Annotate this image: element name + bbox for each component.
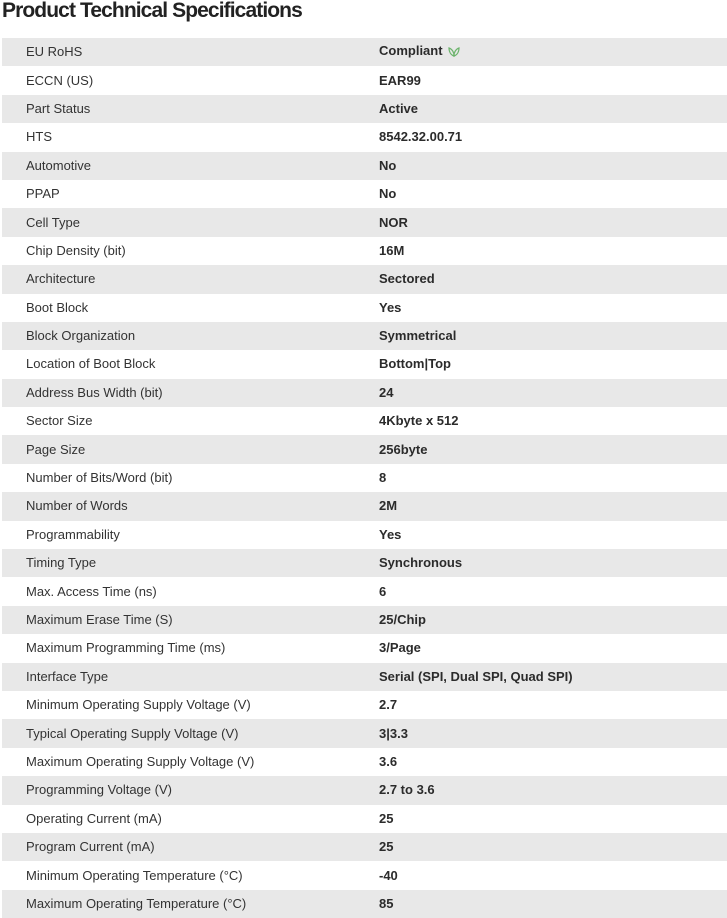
spec-label: Maximum Operating Supply Voltage (V) bbox=[26, 753, 255, 769]
spec-value: Serial (SPI, Dual SPI, Quad SPI) bbox=[379, 663, 727, 691]
specs-table bbox=[2, 38, 727, 918]
spec-row bbox=[2, 691, 727, 719]
spec-value: 6 bbox=[379, 583, 387, 599]
spec-value: 25/Chip bbox=[379, 606, 727, 634]
spec-label: Page Size bbox=[2, 435, 379, 463]
spec-label: Address Bus Width (bit) bbox=[2, 379, 379, 407]
spec-row bbox=[2, 123, 727, 151]
spec-value: No bbox=[379, 186, 397, 202]
spec-label: Number of Words bbox=[2, 492, 379, 520]
spec-row bbox=[2, 492, 727, 520]
spec-value: Active bbox=[379, 95, 727, 123]
spec-row bbox=[2, 606, 727, 634]
spec-row bbox=[2, 890, 727, 918]
spec-label: Programming Voltage (V) bbox=[2, 776, 379, 804]
spec-row bbox=[2, 180, 727, 208]
spec-row bbox=[2, 634, 727, 662]
spec-label: ECCN (US) bbox=[26, 72, 94, 88]
spec-value: NOR bbox=[379, 208, 727, 236]
spec-value: 8 bbox=[379, 470, 387, 486]
spec-label: Maximum Operating Temperature (°C) bbox=[2, 890, 379, 918]
spec-value: 2.7 to 3.6 bbox=[379, 776, 727, 804]
spec-value: Symmetrical bbox=[379, 322, 727, 350]
spec-label: Block Organization bbox=[2, 322, 379, 350]
spec-row bbox=[2, 833, 727, 861]
spec-value: 4Kbyte x 512 bbox=[379, 413, 459, 429]
spec-label: PPAP bbox=[26, 186, 60, 202]
spec-label: Timing Type bbox=[2, 549, 379, 577]
spec-row bbox=[2, 95, 727, 123]
spec-row bbox=[2, 265, 727, 293]
spec-value: 25 bbox=[379, 833, 727, 861]
spec-row bbox=[2, 152, 727, 180]
spec-row bbox=[2, 66, 727, 94]
spec-value: 8542.32.00.71 bbox=[379, 129, 463, 145]
spec-label: Location of Boot Block bbox=[26, 356, 156, 372]
spec-value: Compliant bbox=[379, 43, 443, 59]
spec-label: Maximum Programming Time (ms) bbox=[26, 640, 226, 656]
spec-row bbox=[2, 861, 727, 889]
spec-value: 3/Page bbox=[379, 640, 421, 656]
spec-value: Sectored bbox=[379, 265, 727, 293]
spec-value: -40 bbox=[379, 867, 398, 883]
spec-value: 2.7 bbox=[379, 697, 398, 713]
spec-row bbox=[2, 776, 727, 804]
spec-value: Bottom|Top bbox=[379, 356, 451, 372]
spec-value: 85 bbox=[379, 890, 727, 918]
leaf-icon bbox=[448, 45, 460, 61]
spec-row bbox=[2, 208, 727, 236]
spec-value: 3.6 bbox=[379, 753, 398, 769]
spec-label: Interface Type bbox=[2, 663, 379, 691]
spec-label: HTS bbox=[26, 129, 52, 145]
spec-label: Number of Bits/Word (bit) bbox=[26, 470, 173, 486]
spec-row bbox=[2, 407, 727, 435]
spec-label: Automotive bbox=[2, 152, 379, 180]
spec-value: 256byte bbox=[379, 435, 727, 463]
spec-row bbox=[2, 521, 727, 549]
spec-value: Yes bbox=[379, 299, 402, 315]
spec-label: Minimum Operating Temperature (°C) bbox=[26, 867, 243, 883]
spec-row bbox=[2, 237, 727, 265]
page-title: Product Technical Specifications bbox=[2, 0, 302, 22]
spec-row bbox=[2, 464, 727, 492]
spec-label: Program Current (mA) bbox=[2, 833, 379, 861]
spec-label: Sector Size bbox=[26, 413, 93, 429]
spec-label: Minimum Operating Supply Voltage (V) bbox=[26, 697, 251, 713]
spec-value: 16M bbox=[379, 242, 405, 258]
spec-row bbox=[2, 663, 727, 691]
spec-label: Typical Operating Supply Voltage (V) bbox=[2, 719, 379, 747]
spec-label: Boot Block bbox=[26, 299, 89, 315]
spec-row bbox=[2, 748, 727, 776]
spec-label: Cell Type bbox=[2, 208, 379, 236]
spec-label: Programmability bbox=[26, 526, 120, 542]
spec-row bbox=[2, 549, 727, 577]
spec-row bbox=[2, 805, 727, 833]
spec-row bbox=[2, 577, 727, 605]
spec-row bbox=[2, 719, 727, 747]
spec-value: Yes bbox=[379, 526, 402, 542]
spec-row bbox=[2, 435, 727, 463]
spec-row bbox=[2, 322, 727, 350]
spec-row bbox=[2, 38, 727, 66]
spec-value: 25 bbox=[379, 810, 394, 826]
spec-value: 2M bbox=[379, 492, 727, 520]
spec-value-cell bbox=[379, 38, 727, 66]
spec-label: Maximum Erase Time (S) bbox=[2, 606, 379, 634]
spec-value: Synchronous bbox=[379, 549, 727, 577]
spec-value: 24 bbox=[379, 379, 727, 407]
spec-label: EU RoHS bbox=[2, 38, 379, 66]
spec-value: 3|3.3 bbox=[379, 719, 727, 747]
spec-value: No bbox=[379, 152, 727, 180]
spec-label: Architecture bbox=[2, 265, 379, 293]
spec-row bbox=[2, 379, 727, 407]
spec-label: Part Status bbox=[2, 95, 379, 123]
spec-label: Operating Current (mA) bbox=[26, 810, 162, 826]
spec-value: EAR99 bbox=[379, 72, 421, 88]
spec-row bbox=[2, 350, 727, 378]
spec-label: Max. Access Time (ns) bbox=[26, 583, 157, 599]
spec-label: Chip Density (bit) bbox=[26, 242, 126, 258]
spec-row bbox=[2, 294, 727, 322]
